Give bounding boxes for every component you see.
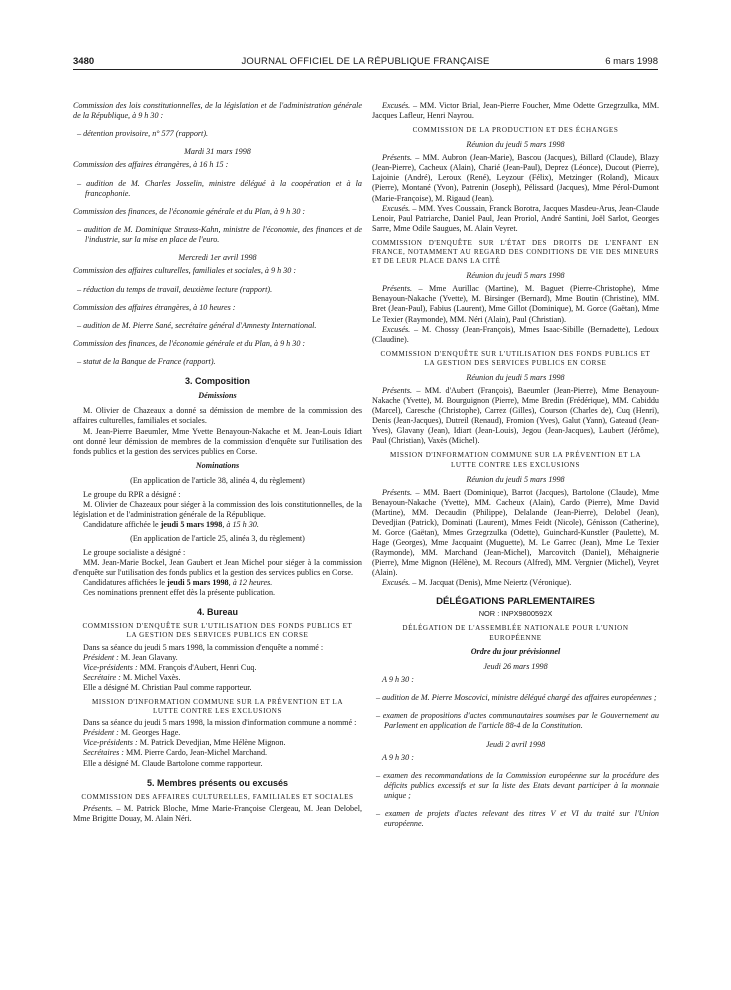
- header-rule: [73, 69, 658, 70]
- paragraph: Elle a désigné M. Claude Bartolone comme rapporteur.: [83, 758, 263, 768]
- paragraph: (En application de l'article 25, alinéa 3, du règlement): [130, 533, 305, 543]
- paragraph: Président : M. Georges Hage.: [83, 728, 181, 738]
- paragraph: Excusés. – M. Jacquat (Denis), Mme Neiertz (Véronique).: [382, 578, 572, 588]
- section-heading: 3. Composition: [185, 376, 250, 387]
- right-column: [372, 101, 659, 837]
- paragraph: Le groupe du RPR a désigné :: [83, 489, 181, 499]
- agenda-entry: Commission des lois constitutionnelles, de la législation et de l'administration générale de la République, à 9 h 30 :: [73, 101, 362, 121]
- meeting-date: Réunion du jeudi 5 mars 1998: [466, 271, 565, 281]
- agenda-item: – réduction du temps de travail, deuxième lecture (rapport).: [77, 284, 273, 294]
- section-heading: 5. Membres présents ou excusés: [146, 777, 289, 788]
- subsection-heading: Nominations: [195, 460, 240, 470]
- paragraph: MM. Jean-Marie Bockel, Jean Gaubert et Jean Michel pour siéger à la commission d'enquête sur l'utilisation des fonds publics et la gestion des services publics en Corse.: [73, 558, 362, 578]
- subsection-heading: Démissions: [198, 391, 237, 401]
- paragraph: Présents. – Mme Aurillac (Martine), M. Baguet (Pierre-Christophe), Mme Benayoun-Nakache (Yvette), M. Birsinger (Bernard), Mme Boutin (Christine), MM. Bret (Jean-Paul), Fabius (Laurent), Mme Gillot (Dominique), M. Gorce (Gaëtan), Mme Le Texier (Raymonde), MM. Néri (Alain), Paul (Christian).: [372, 284, 659, 324]
- paragraph: Vice-présidents : MM. François d'Aubert, Henri Cuq.: [83, 662, 257, 672]
- paragraph: Présents. – MM. Baert (Dominique), Barrot (Jacques), Bartolone (Claude), Mme Benayoun-Nakache (Yvette), MM. Cacheux (Alain), Cardo (Pierre), Mme David (Martine), MM. Decaudin (Philippe), Delalande (Jean-Pierre), Delobel (Jean), Devedjian (Patrick), Dominati (Laurent), Mmes Feidt (Nicole), Génisson (Catherine), M. Gorce (Gaëtan), Mmes Grzegrzulka (Odette), Guinchard-Kunstler (Paulette), M. Hage (Georges), Mme Jacquaint (Muguette), M. Le Garrec (Jean), Mme Le Texier (Raymonde), MM. Marchand (Jean-Michel), Marcovitch (Daniel), Méhaignerie (Pierre), Mme Mignon (Hélène), M. Recours (Alfred), MM. Vergnier (Michel), Veyret (Alain).: [372, 487, 659, 578]
- paragraph: Dans sa séance du jeudi 5 mars 1998, la commission d'enquête a nommé :: [83, 642, 324, 652]
- paragraph: Candidature affichée le jeudi 5 mars 1998, à 15 h 30.: [83, 519, 259, 529]
- meeting-date: Réunion du jeudi 5 mars 1998: [466, 474, 565, 484]
- paragraph: Excusés. – MM. Victor Brial, Jean-Pierre Foucher, Mme Odette Grzegrzulka, MM. Jacques Lafleur, Henri Nayrou.: [372, 101, 659, 121]
- section-heading: 4. Bureau: [196, 607, 238, 618]
- paragraph: Secrétaires : MM. Pierre Cardo, Jean-Michel Marchand.: [83, 748, 268, 758]
- committee-name: COMMISSION D'ENQUÊTE SUR L'ÉTAT DES DROITS DE L'ENFANT EN FRANCE, NOTAMMENT AU REGARD DES CONDITIONS DE VIE DES MINEURS ET DE LEUR PLACE DANS LA CITÉ: [372, 238, 659, 266]
- agenda-entry: Commission des affaires culturelles, familiales et sociales, à 9 h 30 :: [73, 266, 297, 276]
- agenda-item: – audition de M. Pierre Sané, secrétaire général d'Amnesty International.: [77, 320, 317, 330]
- paragraph: Présents. – M. Patrick Bloche, Mme Marie-Françoise Clergeau, M. Jean Delobel, Mme Brigitte Douay, M. Alain Néri.: [73, 803, 362, 823]
- paragraph: M. Olivier de Chazeaux a donné sa démission de membre de la commission des affaires culturelles, familiales et sociales.: [73, 406, 362, 426]
- agenda-item: – examen des recommandations de la Commission européenne sur la procédure des déficits publics excessifs et sur la liste des Etats devant participer à la monnaie unique ;: [376, 770, 659, 800]
- agenda-time: A 9 h 30 :: [382, 674, 414, 684]
- paragraph: Vice-présidents : M. Patrick Devedjian, Mme Hélène Mignon.: [83, 738, 286, 748]
- agenda-item: – examen de projets d'actes relevant des titres V et VI du traité sur l'Union européenne.: [376, 809, 659, 829]
- agenda-date: Jeudi 26 mars 1998: [483, 661, 548, 671]
- paragraph: M. Jean-Pierre Baeumler, Mme Yvette Benayoun-Nakache et M. Jean-Louis Idiart ont donné leur démission de membres de la commission d'enquête sur l'utilisation des fonds publics et la gestion des services publics en Corse.: [73, 426, 362, 456]
- paragraph: Candidatures affichées le jeudi 5 mars 1998, à 12 heures.: [83, 578, 273, 588]
- paragraph: (En application de l'article 38, alinéa 4, du règlement): [130, 475, 305, 485]
- committee-name: MISSION D'INFORMATION COMMUNE SUR LA PRÉVENTION ET LA LUTTE CONTRE LES EXCLUSIONS: [91, 697, 344, 716]
- agenda-entry: Commission des finances, de l'économie générale et du Plan, à 9 h 30 :: [73, 206, 306, 216]
- meeting-date: Réunion du jeudi 5 mars 1998: [466, 373, 565, 383]
- agenda-entry: Commission des affaires étrangères, à 10 heures :: [73, 302, 236, 312]
- agenda-date: Mardi 31 mars 1998: [184, 147, 251, 157]
- committee-name: COMMISSION DE LA PRODUCTION ET DES ÉCHANGES: [412, 126, 619, 135]
- paragraph: M. Olivier de Chazeaux pour siéger à la commission des lois constitutionnelles, de la législation et de l'administration générale de la République.: [73, 499, 362, 519]
- committee-name: COMMISSION D'ENQUÊTE SUR L'UTILISATION DES FONDS PUBLICS ET LA GESTION DES SERVICES PUBLICS EN CORSE: [82, 622, 353, 640]
- page-number: 3480: [73, 56, 95, 67]
- agenda-item: – statut de la Banque de France (rapport).: [77, 357, 216, 367]
- committee-name: MISSION D'INFORMATION COMMUNE SUR LA PRÉVENTION ET LA LUTTE CONTRE LES EXCLUSIONS: [389, 451, 642, 469]
- left-column: [73, 101, 362, 824]
- paragraph: Secrétaire : M. Michel Vaxès.: [83, 672, 181, 682]
- subsection-heading: Ordre du jour prévisionnel: [470, 646, 561, 656]
- agenda-item: – audition de M. Charles Josselin, ministre délégué à la coopération et à la francophonie.: [77, 178, 362, 198]
- delegation-name: DÉLÉGATION DE L'ASSEMBLÉE NATIONALE POUR L'UNION EUROPÉENNE: [402, 624, 629, 642]
- paragraph: Ces nominations prennent effet dès la présente publication.: [83, 588, 276, 598]
- paragraph: Excusés. – M. Chossy (Jean-François), Mmes Isaac-Sibille (Bernadette), Ledoux (Claudine).: [372, 324, 659, 344]
- committee-name: COMMISSION D'ENQUÊTE SUR L'UTILISATION DES FONDS PUBLICS ET LA GESTION DES SERVICES PUBLICS EN CORSE: [380, 349, 651, 367]
- paragraph: Elle a désigné M. Christian Paul comme rapporteur.: [83, 682, 252, 692]
- paragraph: Excusés. – MM. Yves Coussain, Franck Borotra, Jacques Masdeu-Arus, Jean-Claude Lenoir, Paul Patriarche, Daniel Paul, Jean Proriol, André Santini, Joël Sarlot, Georges Sarre, Mme Odile Saugues, M. Alain Veyret.: [372, 203, 659, 233]
- nor-reference: NOR : INPX9800592X: [478, 609, 553, 619]
- agenda-item: – examen de propositions d'actes communautaires soumises par le Gouvernement au Parlement en application de l'article 88-4 de la Constitution.: [376, 711, 659, 731]
- agenda-entry: Commission des finances, de l'économie générale et du Plan, à 9 h 30 :: [73, 339, 306, 349]
- agenda-item: – audition de M. Pierre Moscovici, ministre délégué chargé des affaires européennes ;: [376, 693, 657, 703]
- committee-name: COMMISSION DES AFFAIRES CULTURELLES, FAMILIALES ET SOCIALES: [81, 792, 354, 801]
- agenda-date: Mercredi 1er avril 1998: [178, 253, 257, 263]
- page-header: [73, 56, 658, 70]
- paragraph: Le groupe socialiste a désigné :: [83, 548, 186, 557]
- meeting-date: Réunion du jeudi 5 mars 1998: [466, 140, 565, 150]
- agenda-item: – audition de M. Dominique Strauss-Kahn, ministre de l'économie, des finances et de l'industrie, sur la mise en place de l'euro.: [77, 225, 362, 245]
- agenda-item: – détention provisoire, n° 577 (rapport).: [77, 129, 209, 139]
- issue-date: 6 mars 1998: [605, 56, 658, 67]
- paragraph: Président : M. Jean Glavany.: [83, 652, 178, 662]
- agenda-entry: Commission des affaires étrangères, à 16 h 15 :: [73, 160, 229, 170]
- paragraph: Présents. – MM. Aubron (Jean-Marie), Bascou (Jacques), Billard (Claude), Blazy (Jean-Pierre), Cacheux (Alain), Charié (Jean-Paul), Deprez (Léonce), Ducout (Pierre), Lajoinie (André), Leroux (René), Leyzour (Félix), Metzinger (Roland), Micaux (Pierre), Montané (Yvon), Patrenin (Joseph), Pélissard (Jacques), Mme Pérol-Dumont (Marie-Françoise), M. Rigaud (Jean).: [372, 153, 659, 203]
- paragraph: Présents. – MM. d'Aubert (François), Baeumler (Jean-Pierre), Mme Benayoun-Nakache (Yvette), M. Bourguignon (Pierre), Mme Bredin (Frédérique), MM. Cabiddu (Marcel), Caresche (Christophe), Carrez (Gilles), Courson (Charles de), Cuq (Henri), Denis (Jean-Jacques), Dutreil (Renaud), Fromion (Yves), Galut (Yann), Gateaud (Jean-Yves), Glavany (Jean), Idiart (Jean-Louis), Jegou (Jean-Jacques), Laubert (Jérôme), Paul (Christian), Vaxès (Michel).: [372, 386, 659, 446]
- section-heading: DÉLÉGATIONS PARLEMENTAIRES: [436, 596, 595, 608]
- agenda-time: A 9 h 30 :: [382, 752, 414, 762]
- paragraph: Dans sa séance du jeudi 5 mars 1998, la mission d'information commune a nommé :: [83, 718, 357, 728]
- agenda-date: Jeudi 2 avril 1998: [485, 739, 546, 749]
- journal-title: JOURNAL OFFICIEL DE LA RÉPUBLIQUE FRANÇAISE: [241, 56, 490, 67]
